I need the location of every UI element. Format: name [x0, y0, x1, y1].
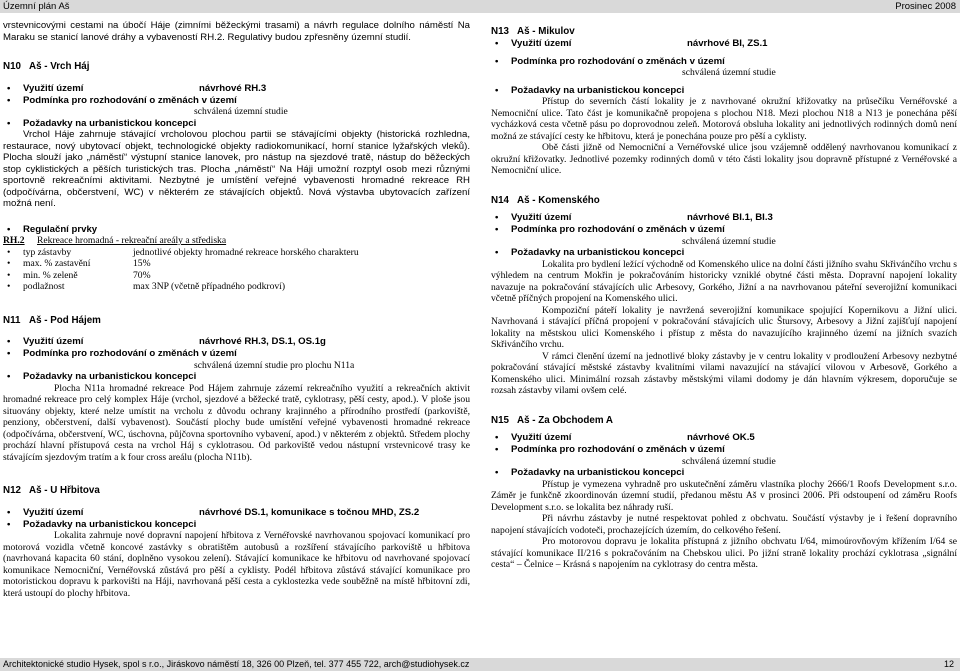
footer-address: Architektonické studio Hysek, spol s r.o., Jiráskovo náměstí 18, 326 00 Plzeň, tel. 377 455 722, arch@studiohysek.cz	[3, 659, 470, 669]
requirements-label-n11: • Požadavky na urbanistickou koncepci	[3, 371, 470, 383]
requirements-label-n10: • Požadavky na urbanistickou koncepci	[3, 118, 470, 130]
use-row-n12: • Využití území návrhové DS.1, komunikace s točnou MHD, ZS.2	[3, 507, 470, 519]
section-heading-n12: N12 Aš - U Hřbitova	[3, 485, 100, 496]
condition-value-n15: schválená územní studie	[682, 455, 776, 467]
paragraph-n11: Plocha N11a hromadné rekreace Pod Hájem zahrnuje zázemí rekreačního využití a rekreačních aktivit hromadné rekreace pro celý komplex Háje (vrchol, sjezdové a běžecké tratě, cyklotrasy, pěší cesty, apod.). V ploše jsou situovány objekty, které nelze umístit na vrcholu z důvodu ochrany krajinného a přírodního prostředí (parkoviště, penziony, občerstvení, další vybavenost). Součástí plochy bude umístění veřejné vybavenosti hromadné rekreace (odpočívárna, občerstvení, WC, úschovna, půjčovna sportovního vybavení, apod.) v některém z objektů. Středem plochy prochází hlavní přístupová cesta na vrchol Háj s cyklotrasou. Od parkoviště vedou nástupní vrstevnicové trasy ke stávajícím sjezdovým tratím a k four cross areálu (plocha N11b).	[3, 382, 470, 463]
paragraph-n14-1: Lokalita pro bydlení ležící východně od Komenského ulice na dolní části jižního svahu Skřivánčího vrchu s výhledem na centrum Mokřin je pokračováním historicky vzniklé obytné části města. Dopravní napojení lokality navazuje na pokračování stávajících ulic Arbesovy, Gorkého, Jižní a na navrhovanou páteřní severojižní komunikaci včetně příčných propojení na Komenského ulici.	[491, 258, 957, 304]
paragraph-n14-3: V rámci členění území na jednotlivé bloky zástavby je v centru lokality v prodloužení Arbesovy nezbytné pokračování stávající městské zástavby kvalitními vilami navazující na stávající vilovou v Arbesově, Gorkého a Komenského ulici. Minimální rozsah zástavby městskými vilami dodomy je dán hlavním výkresem, doporučuje se rozsah zástavby vilami ovšem celé.	[491, 350, 957, 396]
page-footer	[0, 658, 960, 671]
condition-value-n14: schválená územní studie	[682, 235, 776, 247]
paragraph-n13-1: Přístup do severních částí lokality je z navrhované okružní křižovatky na průsečíku Vernéřovské a Nemocniční ulice. Tato část je komunikačně propojena s plochou N18. Mezi plochou N18 a N13 je ponechána pěší vycházková cesta včetně pásu po doprovodnou zeleň. Motorová obsluha lokality ani jednotlivých rodinných domů není možná ze stávající cesty ke hřbitovu, která je ponechána pouze pro pěší a cyklisty.	[491, 96, 957, 142]
list-item: • min. % zeleně 70%	[3, 270, 470, 282]
rh2-heading: RH.2 Rekreace hromadná - rekreační areály a střediska	[3, 235, 227, 246]
list-item: • typ zástavby jednotlivé objekty hromadné rekreace horského charakteru	[3, 247, 470, 259]
use-row-n15: • Využití území návrhové OK.5	[491, 432, 957, 444]
paragraph-n14-2: Kompoziční páteří lokality je navržená severojižní komunikace spojující Kopernikovu a Jižní ulici. Navrhovaná i stávající příčná propojení v pokračování stávajících ulic Štursovy, Arbesovy a Jižní zajišťují napojení lokality na městskou ulici Komenského i přístup z města do navazujícího krajinného území na jižních svazích Skřivánčího vrchu.	[491, 304, 957, 350]
requirements-label-n15: • Požadavky na urbanistickou koncepci	[491, 467, 957, 479]
regulation-label: • Regulační prvky	[3, 224, 470, 236]
list-item: • max. % zastavění 15%	[3, 258, 470, 270]
use-row-n10: • Využití území návrhové RH.3	[3, 83, 470, 95]
condition-label-n15: • Podmínka pro rozhodování o změnách v území	[491, 444, 957, 456]
section-heading-n10: N10 Aš - Vrch Háj	[3, 61, 90, 72]
requirements-label-n14: • Požadavky na urbanistickou koncepci	[491, 247, 957, 259]
intro-paragraph: vrstevnicovými cestami na úbočí Háje (zimními běžeckými trasami) a návrh regulace dolního náměstí Na Maraku se stanicí lanové dráhy a vybaveností RH.2. Regulativy budou zpřesněny územní studií.	[3, 20, 470, 43]
section-heading-n14: N14 Aš - Komenského	[491, 194, 600, 206]
left-column	[3, 20, 470, 599]
condition-value-n11: schválená územní studie pro plochu N11a	[194, 359, 355, 371]
requirements-label-n12: • Požadavky na urbanistickou koncepci	[3, 519, 470, 531]
paragraph-n15-3: Pro motorovou dopravu je lokalita přístupná z jižního obchvatu I/64, mimoúrovňovým křížením I/64 se stávající komunikace II/216 s pokračováním na Chebskou ulici. Po jižní straně lokality prochází cyklotrasa „signální cesta“ – Čelnice – Krásná s napojením na cyklotrasy do centra města.	[491, 536, 957, 570]
paragraph-n15-1: Přístup je vymezena vyhradně pro uskutečnění záměru vlastníka plochy 2666/1 Roofs Development s.r.o. Záměr je funkčně zkoordinován územní studií, předanou městu Aš v prosinci 2006. Při odstoupení od záměru Roofs Development s.r.o. se lokalita bez náhrady ruší.	[491, 478, 957, 513]
condition-label-n10: • Podmínka pro rozhodování o změnách v území	[3, 95, 470, 107]
requirements-label-n13: • Požadavky na urbanistickou koncepci	[491, 85, 957, 97]
section-heading-n15: N15 Aš - Za Obchodem A	[491, 414, 613, 426]
page-number: 12	[943, 659, 954, 669]
section-heading-n13: N13 Aš - Mikulov	[491, 26, 575, 37]
right-column	[491, 20, 957, 571]
condition-label-n14: • Podmínka pro rozhodování o změnách v území	[491, 224, 957, 236]
list-item: • podlažnost max 3NP (včetně případného podkroví)	[3, 281, 470, 293]
paragraph-n10: Vrchol Háje zahrnuje stávající vrcholovou plochou partii se stávajícími objekty (historická rozhledna, restaurace, nový ubytovací objekt, technologické objekty radiokomunikací, horní stanice lyžařských vleků). Plocha slouží jako „náměstí“ výstupní stanice lanovek, pro nástup na sjezdové tratě, nástup do běžeckých stop cyklistických a pěších turistických tras. Plocha „náměstí“ Na Háji umožní rozptyl osob mezi různými sportovně rekreačními aktivitami. Nezbytné je umístění veřejné vybavenosti hromadné rekreace RH (odpočívárna, občerstvení, WC) v některém ze stávajících objektů. Nová výstavba ubytovacích zařízení možná není.	[3, 129, 470, 209]
page-header	[0, 0, 960, 13]
use-row-n14: • Využití území návrhové BI.1, BI.3	[491, 212, 957, 224]
paragraph-n13-2: Obě části jižně od Nemocniční a Vernéřovské ulice jsou vzájemně oddělený navrhovanou komunikací z okružní křižovatky. Jednotlivé pozemky rodinných domů v této části lokality jsou dopravně přístupné z Vernéřovské a Nemocniční ulice.	[491, 142, 957, 176]
use-row-n13: • Využití území návrhové BI, ZS.1	[491, 38, 957, 50]
condition-label-n11: • Podmínka pro rozhodování o změnách v území	[3, 348, 470, 360]
header-date: Prosinec 2008	[895, 1, 956, 12]
use-row-n11: • Využití území návrhové RH.3, DS.1, OS.1g	[3, 336, 470, 348]
condition-value-n10: schválená územní studie	[194, 106, 288, 117]
paragraph-n15-2: Při návrhu zástavby je nutné respektovat pohled z obchvatu. Součástí výstavby je i řešení dopravního napojení stávajících vodoteči, prochazejících územím, do celkového řešení.	[491, 513, 957, 536]
condition-value-n13: schválená územní studie	[682, 67, 776, 78]
condition-label-n13: • Podmínka pro rozhodování o změnách v území	[491, 56, 957, 68]
paragraph-n12: Lokalita zahrnuje nové dopravní napojení hřbitova z Vernéřovské navrhovanou spojovací komunikací pro motorová vozidla včetně koncové zastávky s obratištěm autobusů a rozšíření stávajícího parkoviště u hřbitova (navrhovaná kapacita 60 stání, doplněno vysokou zelení). Stávající komunikace ke hřbitovu od navrhované spojovací komunikace Nemocniční, Vernéřovská zůstává pro pěší a cyklisty. Podél hřbitova zůstává stávající komunikace pro motoristickou dopravu k parkovišti na Háji, navrhovaná pěší cesta a cyklostezka vede souběžně na místě hřbitovní zdi, která ustoupí do plochy hřbitova.	[3, 530, 470, 599]
section-heading-n11: N11 Aš - Pod Hájem	[3, 314, 101, 326]
header-title: Územní plán Aš	[3, 1, 70, 12]
